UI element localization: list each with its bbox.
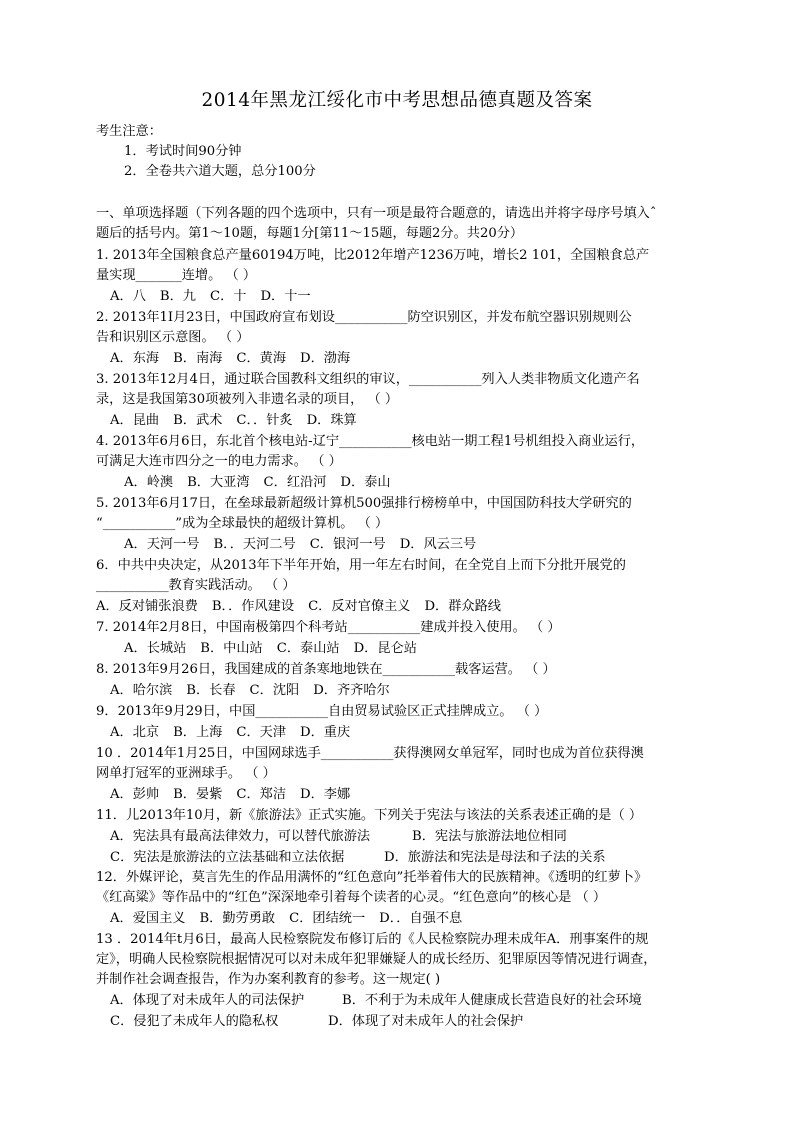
option-b: B．晏紫 [173, 787, 223, 802]
answer-options [96, 597, 515, 617]
question-text: 5. 2013年6月17日，在垒球最新超级计算机500强排行榜榜单中，中国国防科技大学研究的 [96, 496, 632, 511]
option-a: A．反对铺张浪费 [96, 599, 198, 614]
option-a: A．彭帅 [110, 787, 160, 802]
question-text: 7. 2014年2月8日，中国南极第四个科考站___________建成并投入使用。 （ ） [96, 620, 561, 635]
option-d: D．泰山 [340, 475, 391, 490]
section-intro: 一、单项选择题（下列各题的四个选项中，只有一项是最符合题意的，请选出并将字母序号填入ˆ [96, 206, 657, 221]
question-text: 3. 2013年12月4日，通过联合国教科文组织的审议，___________列入人类非物质文化遗产名 [96, 372, 640, 387]
option-b: B．大亚湾 [187, 475, 250, 490]
option-a: A．北京 [110, 725, 160, 740]
notice-heading: 考生注意： [96, 124, 162, 139]
question-text: 2. 2013年1I月23日，中国政府宣布划设___________防空识别区，并发布航空器识别规则公 [96, 310, 632, 325]
option-b: B．长春 [186, 683, 236, 698]
option-a: A．哈尔滨 [110, 683, 173, 698]
answer-options [110, 909, 476, 929]
question-text: 1. 2013年全国粮食总产量60194万吨，比2012年增产1236万吨，增长2 101，全国粮食总产 [96, 248, 650, 263]
question-text: 并制作社会调查报告，作为办案利教育的参考。这一规定( ) [96, 972, 441, 987]
option-c: C．天津 [236, 725, 287, 740]
question-text: 量实现_______连增。 （ ） [96, 268, 257, 283]
option-a: A．宪法具有最高法律效力，可以替代旅游法 [110, 829, 371, 844]
option-a: A．爱国主义 [110, 911, 186, 926]
option-b: B．九 [159, 289, 196, 304]
answer-options [110, 411, 371, 431]
question-text: 8. 2013年9月26日，我国建成的首条寒地地铁在___________载客运营。 （ ） [96, 662, 556, 677]
option-c: C．沈阳 [249, 683, 300, 698]
section-intro: 题后的括号内。第1～10题，每题1分[第11～15题，每题2分。共20分） [96, 226, 524, 241]
option-c: C．．针炙 [236, 413, 293, 428]
question-text: 10 ．2014年1月25日，中国网球选手___________获得澳网女单冠军，同时也成为首位获得澳 [96, 746, 644, 761]
option-c: C．反对官僚主义 [308, 599, 411, 614]
answer-options [110, 681, 404, 701]
question-text: 录，这是我国第30项被列入非遗名录的项目， （ ） [96, 392, 399, 407]
answer-options [110, 785, 364, 805]
question-text: 《红高粱》等作品中的“红色”深深地牵引着每个读者的心灵。“红色意向”的核心是 （ ） [96, 890, 607, 905]
question-text: 4. 2013年6月6日，东北首个核电站-辽宁___________核电站一期工程1号机组投入商业运行， [96, 434, 645, 449]
notice-item: 1．考试时间90分钟 [124, 144, 242, 159]
option-a: A．昆曲 [110, 413, 160, 428]
option-d: D．群众路线 [424, 599, 501, 614]
option-b: B．中山站 [200, 641, 263, 656]
question-text: 9．2013年9月29日，中国___________自由贸易试验区正式挂牌成立。 （ ） [96, 704, 548, 719]
question-text: 可满足大连市四分之一的电力需求。 （ ） [96, 454, 342, 469]
option-a: A．东海 [110, 351, 160, 366]
option-d: D．风云三号 [399, 537, 477, 552]
option-b: B．宪法与旅游法地位相同 [412, 829, 567, 844]
page-title: 2014年黑龙江绥化市中考思想品德真题及答案 [201, 90, 593, 111]
option-b: B．．天河二号 [213, 537, 296, 552]
question-text: 告和识别区示意图。 （ ） [96, 330, 250, 345]
option-d: D．重庆 [300, 725, 351, 740]
option-d: D．齐齐哈尔 [313, 683, 390, 698]
option-b: B．不利于为未成年人健康成长营造良好的社会环境 [342, 993, 642, 1008]
option-a: A．体现了对未成年人的司法保护 [110, 993, 305, 1008]
question-text: 6．中共中央决定，从2013年下半年开始，用一年左右时间，在全党自上而下分批开展党的 [96, 558, 626, 573]
option-d: D．珠算 [306, 413, 357, 428]
option-d: D．．自强不息 [379, 911, 463, 926]
question-text: ___________教育实践活动。 （ ） [96, 578, 296, 593]
option-c: C．黄海 [236, 351, 287, 366]
option-d: D．体现了对未成年人的社会保护 [328, 1014, 524, 1029]
option-c: C．团结统一 [289, 911, 366, 926]
answer-options [110, 349, 364, 369]
option-a: A．岭澳 [124, 475, 174, 490]
answer-options [124, 535, 490, 555]
question-text: “___________”成为全球最快的超级计算机。 （ ） [96, 516, 389, 531]
answer-options [110, 287, 325, 307]
option-b: B．勤劳勇敢 [199, 911, 276, 926]
option-d: D．十一 [260, 289, 311, 304]
option-b: B．．作风建设 [211, 599, 295, 614]
option-c: C．宪法是旅游法的立法基础和立法依据 [110, 850, 345, 865]
option-b: B．上海 [173, 725, 223, 740]
option-d: D．渤海 [300, 351, 351, 366]
option-c: C．十 [209, 289, 247, 304]
notice-item: 2．全卷共六道大题，总分100分 [124, 164, 316, 179]
option-c: C．侵犯了未成年人的隐私权 [110, 1014, 279, 1029]
option-d: D．旅游法和宪法是母法和子法的关系 [384, 850, 606, 865]
option-d: D．李娜 [300, 787, 351, 802]
option-c: C．郑洁 [236, 787, 287, 802]
question-text: 13 ．2014年t月6日，最高人民检察院发布修订后的《人民检察院办理未成年A．刑事案件的规 [96, 932, 649, 947]
option-a: A．八 [110, 289, 146, 304]
option-a: A．天河一号 [124, 537, 200, 552]
answer-options [110, 723, 364, 743]
question-text: 11．儿2013年10月，新《旅游法》正式实施。下列关于宪法与该法的关系表述正确的是（ ） [96, 808, 643, 823]
question-text: 网单打冠军的亚洲球手。 （ ） [96, 766, 276, 781]
option-b: B．武术 [173, 413, 223, 428]
option-c: C．泰山站 [276, 641, 340, 656]
option-c: C．银河一号 [309, 537, 386, 552]
option-b: B．南海 [173, 351, 223, 366]
option-a: A．长城站 [124, 641, 187, 656]
question-text: 定》，明确人民检察院根据情况可以对未成年犯罪嫌疑人的成长经历、犯罪原因等情况进行调查， [96, 952, 657, 967]
option-d: D．昆仑站 [353, 641, 417, 656]
option-c: C．红沿河 [263, 475, 327, 490]
answer-options [124, 639, 431, 659]
question-text: 12．外媒评论，莫言先生的作品用满怀的“红色意向”托举着伟大的民族精神。《透明的红萝卜》 [96, 870, 648, 885]
answer-options [124, 473, 405, 493]
